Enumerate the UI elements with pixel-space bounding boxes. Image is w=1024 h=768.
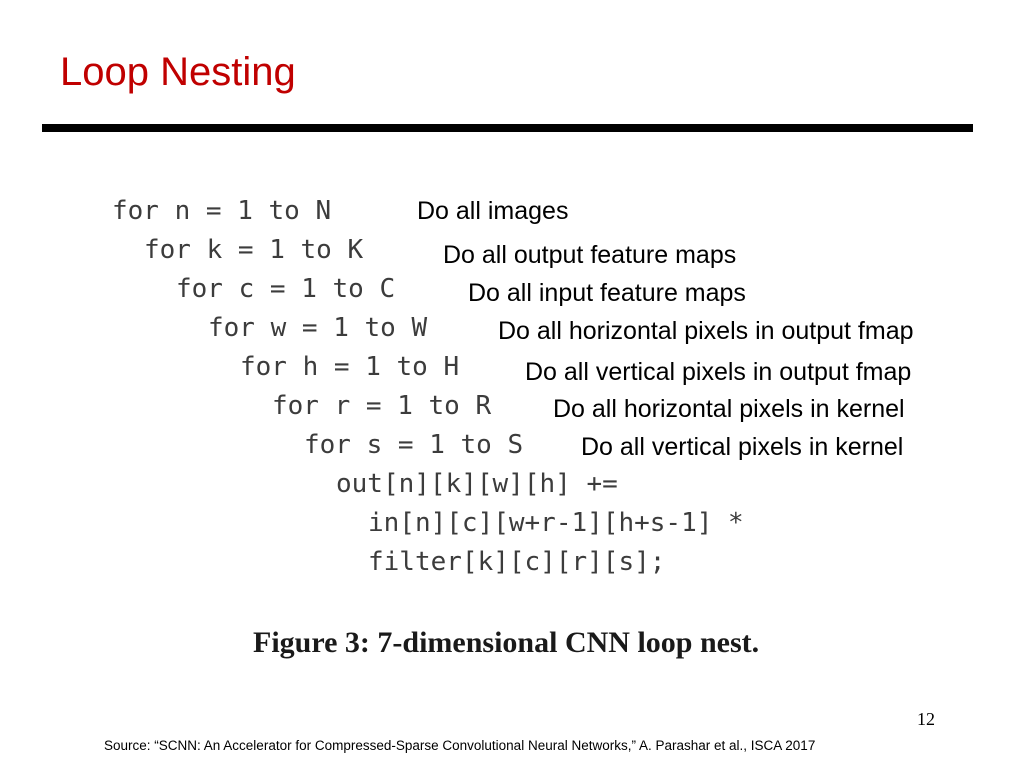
code-line-for-w: for w = 1 to W bbox=[208, 313, 428, 343]
code-line-for-k: for k = 1 to K bbox=[144, 235, 364, 265]
annotation-output-feature-maps: Do all output feature maps bbox=[443, 241, 737, 269]
code-line-filter: filter[k][c][r][s]; bbox=[368, 547, 666, 577]
code-line-in: in[n][c][w+r-1][h+s-1] * bbox=[368, 508, 744, 538]
code-line-for-r: for r = 1 to R bbox=[272, 391, 492, 421]
figure-caption: Figure 3: 7-dimensional CNN loop nest. bbox=[253, 626, 760, 659]
annotation-vertical-kernel-pixels: Do all vertical pixels in kernel bbox=[581, 433, 904, 461]
code-line-for-c: for c = 1 to C bbox=[176, 274, 396, 304]
code-line-for-h: for h = 1 to H bbox=[240, 352, 460, 382]
source-citation: Source: “SCNN: An Accelerator for Compressed-Sparse Convolutional Neural Networks,” A. Parashar et al., ISCA 2017 bbox=[104, 738, 816, 753]
code-line-for-s: for s = 1 to S bbox=[304, 430, 524, 460]
annotation-images: Do all images bbox=[417, 197, 569, 225]
code-line-out: out[n][k][w][h] += bbox=[336, 469, 618, 499]
annotation-vertical-output-pixels: Do all vertical pixels in output fmap bbox=[525, 358, 912, 386]
title-divider bbox=[42, 124, 973, 132]
annotation-horizontal-output-pixels: Do all horizontal pixels in output fmap bbox=[498, 317, 914, 345]
page-number: 12 bbox=[917, 709, 935, 729]
annotation-input-feature-maps: Do all input feature maps bbox=[468, 279, 746, 307]
slide-title: Loop Nesting bbox=[60, 50, 296, 94]
annotation-horizontal-kernel-pixels: Do all horizontal pixels in kernel bbox=[553, 395, 905, 423]
code-line-for-n: for n = 1 to N bbox=[112, 196, 332, 226]
